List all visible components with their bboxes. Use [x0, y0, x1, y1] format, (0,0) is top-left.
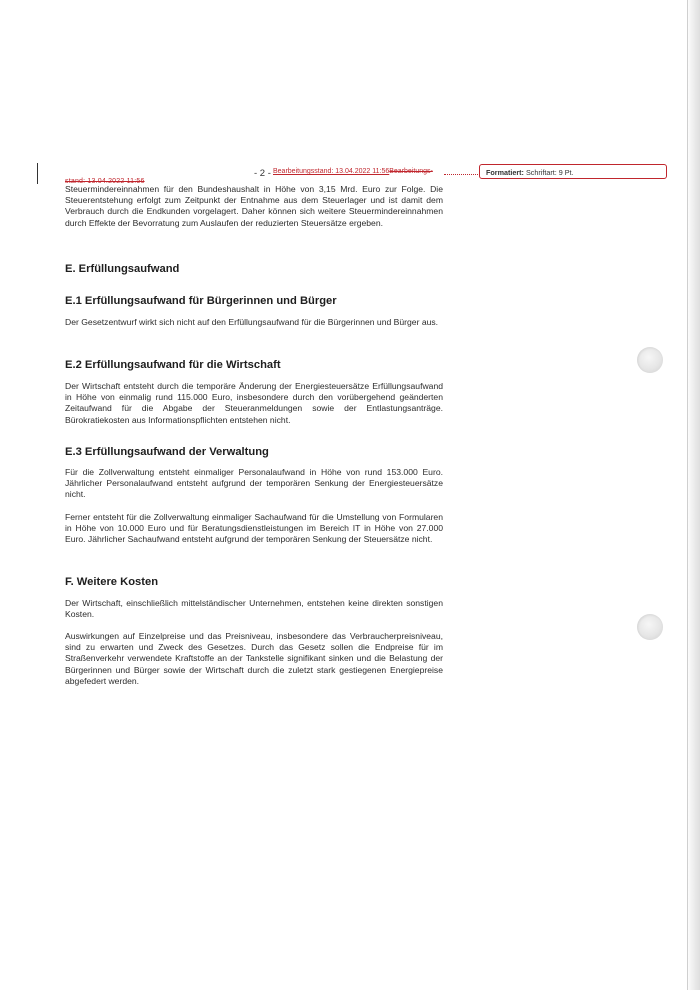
section-heading-e1: E.1 Erfüllungsaufwand für Bürgerinnen und Bürger	[65, 295, 337, 307]
scan-edge-line	[687, 0, 688, 990]
section-e2-paragraph-1: Der Wirtschaft entsteht durch die temporäre Änderung der Energiesteuersätze Erfüllungsaufwand in Höhe von einmalig rund 115.000 Euro, insbesondere durch den vorübergehend geänderten Zeitaufwand für die Abgabe der Steueranmeldungen sowie der Entlastungsanträge. Bürokratiekosten aus Informationspflichten entstehen nicht.	[65, 381, 443, 425]
section-e1-paragraph-1: Der Gesetzentwurf wirkt sich nicht auf den Erfüllungsaufwand für die Bürgerinnen und Bürger aus.	[65, 317, 439, 327]
section-e2-body	[65, 381, 443, 426]
change-bar	[37, 163, 38, 184]
intro-block	[65, 184, 443, 229]
section-heading-e2: E.2 Erfüllungsaufwand für die Wirtschaft	[65, 359, 281, 371]
page-number	[254, 168, 271, 179]
section-f-body-2	[65, 631, 443, 687]
section-e3-body	[65, 467, 443, 501]
format-comment-balloon[interactable]	[479, 164, 667, 179]
page-number-text: - 2 -	[254, 168, 271, 179]
intro-paragraph: Steuermindereinnahmen für den Bundeshaushalt in Höhe von 3,15 Mrd. Euro zur Folge. Die Steuerentstehung erfolgt zum Zeitpunkt der Entnahme aus dem Steuerlager und ist damit dem Verbrauch durch die Endkunden vorgelagert. Daher können sich weitere Steuermindereinnahmen durch Effekte der Bevorratung zum Auslaufen der reduzierten Steuersätze ergeben.	[65, 184, 443, 228]
section-e3-paragraph-1: Für die Zollverwaltung entsteht einmaliger Personalaufwand in Höhe von rund 153.000 Euro. Jährlicher Personalaufwand entsteht aufgrund der temporären Senkung der Energiesteuersätze nicht.	[65, 467, 443, 500]
section-f-body	[65, 598, 443, 620]
header-deleted-fragment: Bearbeitungs-	[389, 168, 433, 175]
callout-value: Schriftart: 9 Pt.	[523, 168, 574, 177]
scan-edge	[687, 0, 700, 990]
section-heading-e: E. Erfüllungsaufwand	[65, 263, 180, 275]
section-f-paragraph-1: Der Wirtschaft, einschließlich mittelständischer Unternehmen, entstehen keine direkten sonstigen Kosten.	[65, 598, 443, 620]
punch-hole-lower	[637, 614, 663, 640]
punch-hole-upper	[637, 347, 663, 373]
header-revision	[273, 168, 433, 175]
callout-label: Formatiert:	[486, 168, 524, 177]
section-heading-f: F. Weitere Kosten	[65, 576, 159, 588]
header-inserted-stamp: Bearbeitungsstand: 13.04.2022 11:56	[273, 168, 390, 175]
comment-connector	[444, 174, 482, 175]
section-heading-e3: E.3 Erfüllungsaufwand der Verwaltung	[65, 446, 269, 458]
section-e3-body-2	[65, 512, 443, 546]
section-e3-paragraph-2: Ferner entsteht für die Zollverwaltung einmaliger Sachaufwand für die Umstellung von Formularen in Höhe von 10.000 Euro und für Beratungsdienstleistungen im Bereich IT in Höhe von 27.000 Euro. Jährlicher Sachaufwand entsteht aufgrund der temporären Senkung der Steuersätze nicht.	[65, 512, 443, 545]
section-f-paragraph-2: Auswirkungen auf Einzelpreise und das Preisniveau, insbesondere das Verbraucherpreisniveau, sind zu erwarten und Zweck des Gesetzes. Durch das Gesetz sollen die Endpreise für im Straßenverkehr verwendete Kraftstoffe an der Tankstelle signifikant sinken und die Belastung der Bürgerinnen und Bürger sowie der Wirtschaft durch die zuletzt stark gestiegenen Energiepreise abgefedert werden.	[65, 631, 443, 686]
header-deleted-stamp: stand: 13.04.2022 11:56	[65, 178, 145, 185]
section-e1-body	[65, 317, 443, 328]
